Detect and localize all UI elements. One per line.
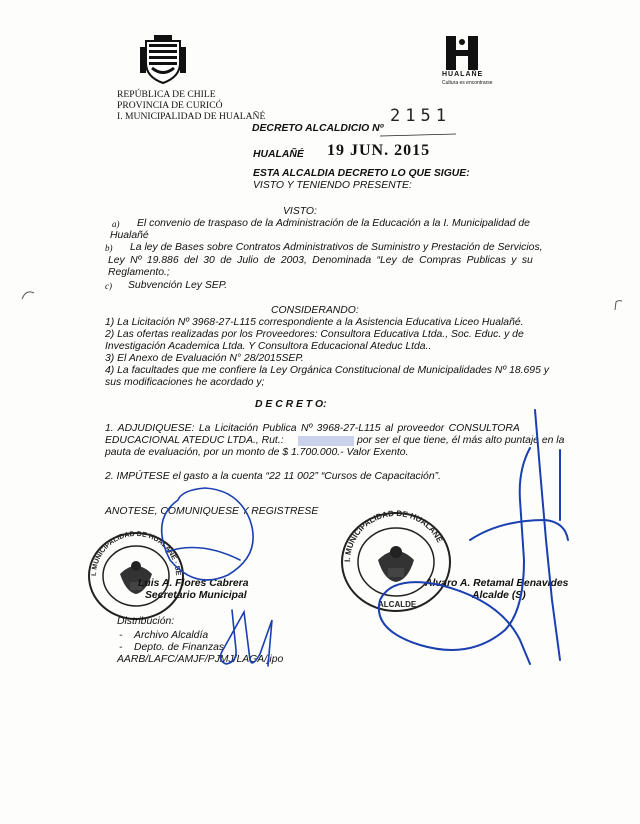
mayor-title: Alcalde (S): [472, 590, 526, 601]
header-municipality: I. MUNICIPALIDAD DE HUALAÑÉ: [117, 111, 266, 122]
redacted-rut: [298, 436, 354, 446]
header-country: REPÚBLICA DE CHILE: [117, 89, 216, 100]
decree-date-stamp: 19 JUN. 2015: [327, 142, 431, 159]
considerando-heading: CONSIDERANDO:: [271, 305, 359, 316]
logo-name: HUALAÑE: [442, 71, 484, 78]
considerando-item-2-cont: Investigación Academica Ltda. Y Consultora Educacional Ateduc Ltda..: [105, 341, 432, 352]
secretary-seal-stamp: [83, 525, 186, 622]
decreto-item-1-line2b: por ser el que tiene, él más alto puntaje en la: [357, 435, 565, 446]
visto-marker-a: a): [112, 219, 120, 229]
decree-label: DECRETO ALCALDICIO Nº: [252, 123, 384, 134]
distribution-item-2: - Depto. de Finanzas: [119, 642, 225, 653]
closing-formula: ANOTESE, COMUNIQUESE Y REGISTRESE: [105, 506, 319, 517]
distribution-initials: AARB/LAFC/AMJF/PJMJ/LAGA/jipo: [117, 654, 284, 665]
considerando-item-1: 1) La Licitación Nº 3968-27-L115 correspondiente a la Asistencia Educativa Liceo Hualañé.: [105, 317, 524, 328]
decreto-item-2: 2. IMPÚTESE el gasto a la cuenta “22 11 002” “Cursos de Capacitación”.: [105, 471, 441, 482]
decreto-heading: D E C R E T O:: [255, 399, 327, 410]
visto-item-a: El convenio de traspaso de la Administración de la Educación a la I. Municipalidad de: [137, 218, 530, 229]
decree-place: HUALAÑÉ: [253, 149, 304, 160]
mayor-seal-stamp: [338, 510, 454, 614]
mayor-name: Alvaro A. Retamal Benavides: [425, 578, 569, 589]
considerando-item-4-cont: sus modificaciones he acordado y;: [105, 377, 265, 388]
left-stamp-text: I. MUNICIPALIDAD DE HUALAÑE · SECRETARIO: [83, 525, 182, 577]
hualane-logo: [444, 36, 480, 70]
visto-marker-c: c): [105, 281, 112, 291]
scan-mark-left: [18, 285, 38, 305]
considerando-item-4: 4) La facultades que me confiere la Ley Orgánica Constitucional de Municipalidades Nº 18.695 y: [105, 365, 549, 376]
decree-number: 2151: [390, 106, 451, 126]
decreto-item-1-line2a: EDUCACIONAL ATEDUC LTDA., Rut.:: [105, 435, 284, 446]
visto-item-c: Subvención Ley SEP.: [128, 280, 228, 291]
decree-number-underline: [380, 133, 460, 139]
visto-item-b: La ley de Bases sobre Contratos Administrativos de Suministro y Prestación de Servicios,: [130, 242, 543, 253]
municipal-coat-of-arms: [140, 33, 186, 85]
decreto-item-1-line1: 1. ADJUDIQUESE: La Licitación Publica Nº 3968-27-L115 al proveedor CONSULTORA: [105, 423, 520, 434]
secretary-name: Luis A. Flores Cabrera: [138, 578, 249, 589]
visto-marker-b: b): [105, 243, 113, 253]
right-stamp-bottom: ALCALDE: [378, 600, 417, 609]
considerando-item-2: 2) Las ofertas realizadas por los Proveedores: Consultora Educativa Ltda., Soc. Educ. y de: [105, 329, 524, 340]
visto-item-b-cont2: Reglamento.;: [108, 267, 170, 278]
intro-line2: VISTO Y TENIENDO PRESENTE:: [253, 180, 412, 191]
visto-item-a-cont: Hualañé: [110, 230, 149, 241]
distribution-heading: Distribución:: [117, 616, 175, 627]
distribution-item-1: - Archivo Alcaldía: [119, 630, 209, 641]
header-province: PROVINCIA DE CURICÓ: [117, 100, 223, 111]
logo-tagline: Cultura es encontrarse: [442, 80, 493, 86]
decreto-item-1-line3: pauta de evaluación, por un monto de $ 1.700.000.- Valor Exento.: [105, 447, 409, 458]
right-stamp-text: I. MUNICIPALIDAD DE HUALAÑE: [342, 508, 445, 563]
considerando-item-3: 3) El Anexo de Evaluación N° 28/2015SEP.: [105, 353, 304, 364]
intro-line1: ESTA ALCALDIA DECRETO LO QUE SIGUE:: [253, 168, 470, 179]
visto-heading: VISTO:: [283, 206, 317, 217]
visto-item-b-cont: Ley Nº 19.886 del 30 de Julio de 2003, Denominada “Ley de Compras Publicas y su: [108, 255, 533, 266]
secretary-title: Secretario Municipal: [145, 590, 247, 601]
scan-mark-right: [612, 298, 626, 312]
